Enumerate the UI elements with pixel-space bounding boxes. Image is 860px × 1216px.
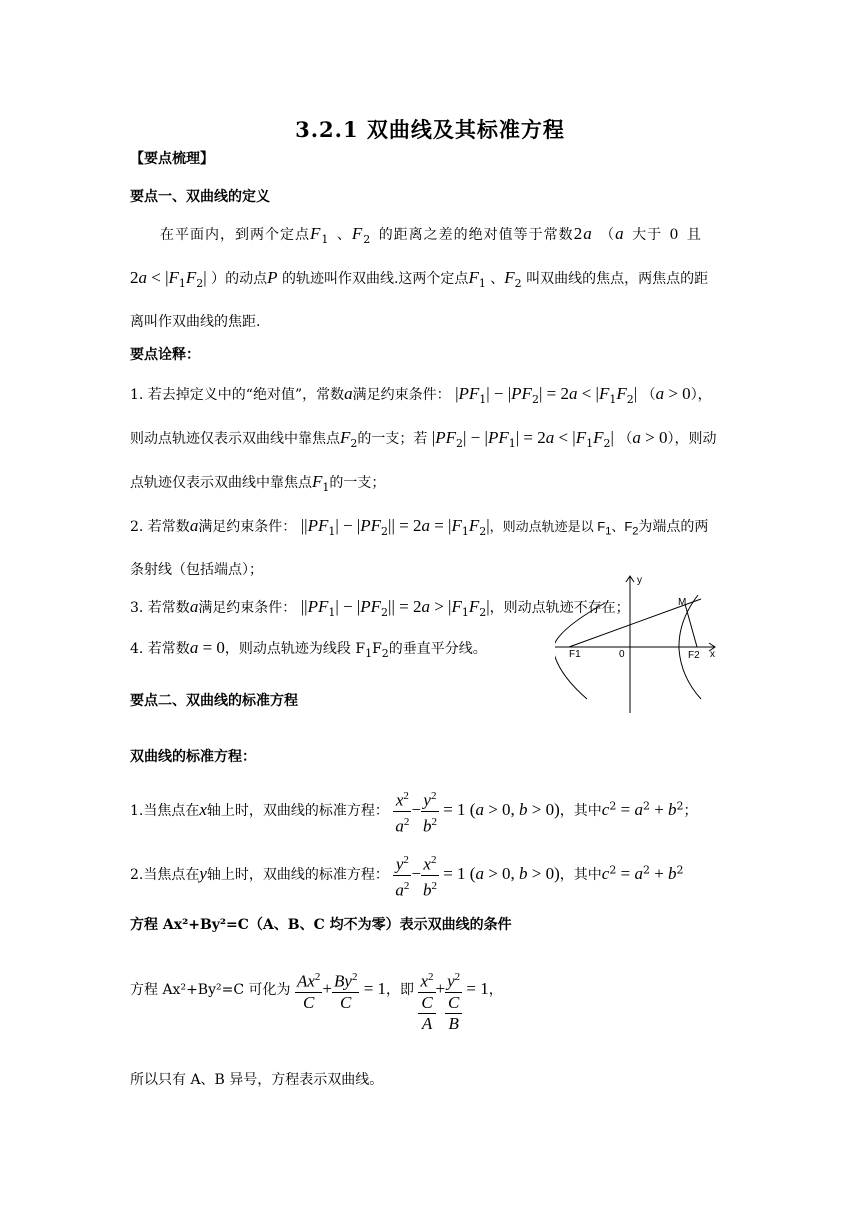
hyperbola-diagram (555, 571, 727, 716)
x-axis-label: x (710, 649, 715, 660)
note-1-line-3: 点轨迹仅表示双曲线中靠焦点$F_1$的一支； (130, 472, 386, 494)
equation-x-axis: 1.当焦点在x轴上时，双曲线的标准方程： $\frac{x^2}{a^2}$ − $\frac{y^2}{b^2}$ = 1 (a > 0, b > 0)，其中$c^2 = a^2 + b^2$； (130, 786, 698, 836)
focus-f2-label: F2 (688, 650, 700, 661)
point-m-label: M (678, 597, 687, 608)
origin-label: 0 (619, 649, 625, 660)
definition-line-3: 离叫作双曲线的焦距. (130, 314, 261, 330)
point1-heading: 要点一、双曲线的定义 (130, 189, 270, 205)
note-1-line-1: 1. 若去掉定义中的“绝对值”，常数a满足约束条件： $|PF_1| - |PF_2| = 2a < |F_1F_2|$ （a > 0）， (130, 384, 712, 406)
definition-line-1: 在平面内，到两个定点$F_1$ 、$F_2$ 的距离之差的绝对值等于常数2a （a 大于 0 且 (160, 224, 702, 246)
note-4-line: 4. 若常数a = 0，则动点轨迹为线段 $F_1F_2$的垂直平分线。 (130, 638, 487, 660)
y-axis-label: y (637, 575, 642, 586)
condition-heading: 方程 Ax²+By²=C（A、B、C 均不为零）表示双曲线的条件 (130, 917, 512, 933)
equation-y-axis: 2.当焦点在y轴上时，双曲线的标准方程： $\frac{y^2}{a^2}$ − $\frac{x^2}{b^2}$ = 1 (a > 0, b > 0)，其中$c^2 = a^2 + b^2$ (130, 850, 684, 900)
note-2-line-1: 2. 若常数a满足约束条件： $||PF_1| - |PF_2|| = 2a = |F_1F_2|$，则动点轨迹是以 $F_1$、$F_2$为端点的两 (130, 516, 709, 538)
page-title: 3.2.1 双曲线及其标准方程 (295, 117, 565, 142)
segment-m-f2 (685, 604, 697, 647)
condition-conclusion: 所以只有 A、B 异号，方程表示双曲线。 (130, 1072, 384, 1088)
note-2-line-2: 条射线（包括端点）； (130, 562, 263, 578)
standard-equation-heading: 双曲线的标准方程： (130, 749, 256, 765)
point2-heading: 要点二、双曲线的标准方程 (130, 693, 298, 709)
focus-f1-label: F1 (569, 649, 581, 660)
note-1-line-2: 则动点轨迹仅表示双曲线中靠焦点$F_2$的一支；若 $|PF_2| - |PF_1| = 2a < |F_1F_2|$ （a > 0），则动 (130, 428, 717, 450)
definition-line-2: $2a < |F_1F_2|$ ）的动点P 的轨迹叫作双曲线.这两个定点$F_1$ 、$F_2$ 叫双曲线的焦点，两焦点的距 (130, 268, 709, 290)
section-review: 【要点梳理】 (130, 151, 214, 167)
notes-heading: 要点诠释： (130, 347, 200, 363)
condition-equation: 方程 Ax²+By²=C 可化为 $\frac{Ax^2}{C}$ + $\frac{By^2}{C}$ = 1，即 $x^2$ C A + $y^2$ C B = 1， (130, 967, 503, 1034)
note-3-line: 3. 若常数a满足约束条件： $||PF_1| - |PF_2|| = 2a > |F_1F_2|$，则动点轨迹不存在； (130, 597, 630, 619)
